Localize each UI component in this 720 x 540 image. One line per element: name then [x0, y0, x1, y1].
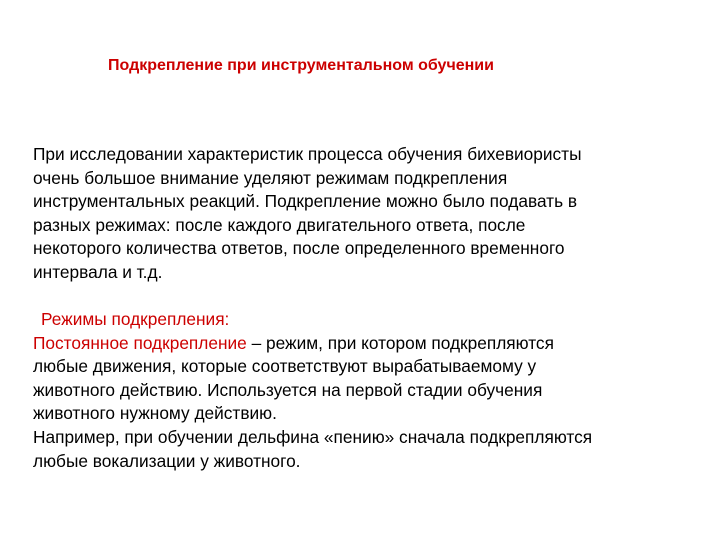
- reinforcement-modes-section: [33, 308, 703, 473]
- slide-title: Подкрепление при инструментальном обучении: [108, 57, 494, 74]
- modes-line: любые движения, которые соответствуют вырабатываемому у: [33, 356, 537, 377]
- example-line: Например, при обучении дельфина «пению» сначала подкрепляются: [33, 426, 593, 447]
- intro-line: инструментальных реакций. Подкрепление можно было подавать в: [33, 191, 578, 212]
- example-line: любые вокализации у животного.: [33, 450, 301, 471]
- intro-line: разных режимах: после каждого двигательного ответа, после: [33, 214, 526, 235]
- constant-reinforcement-line: [33, 332, 703, 356]
- intro-line: интервала и т.д.: [33, 261, 163, 282]
- intro-paragraph: [33, 143, 703, 285]
- modes-line: животного нужному действию.: [33, 403, 277, 424]
- intro-line: некоторого количества ответов, после определенного временного: [33, 238, 565, 259]
- modes-heading: Режимы подкрепления:: [41, 309, 230, 329]
- intro-line: очень большое внимание уделяют режимам подкрепления: [33, 167, 508, 188]
- modes-line: животного действию. Используется на первой стадии обучения: [33, 379, 543, 400]
- constant-reinforcement-term: Постоянное подкрепление: [33, 332, 247, 353]
- constant-reinforcement-definition: – режим, при котором подкрепляются: [246, 332, 554, 353]
- intro-line: При исследовании характеристик процесса обучения бихевиористы: [33, 144, 582, 164]
